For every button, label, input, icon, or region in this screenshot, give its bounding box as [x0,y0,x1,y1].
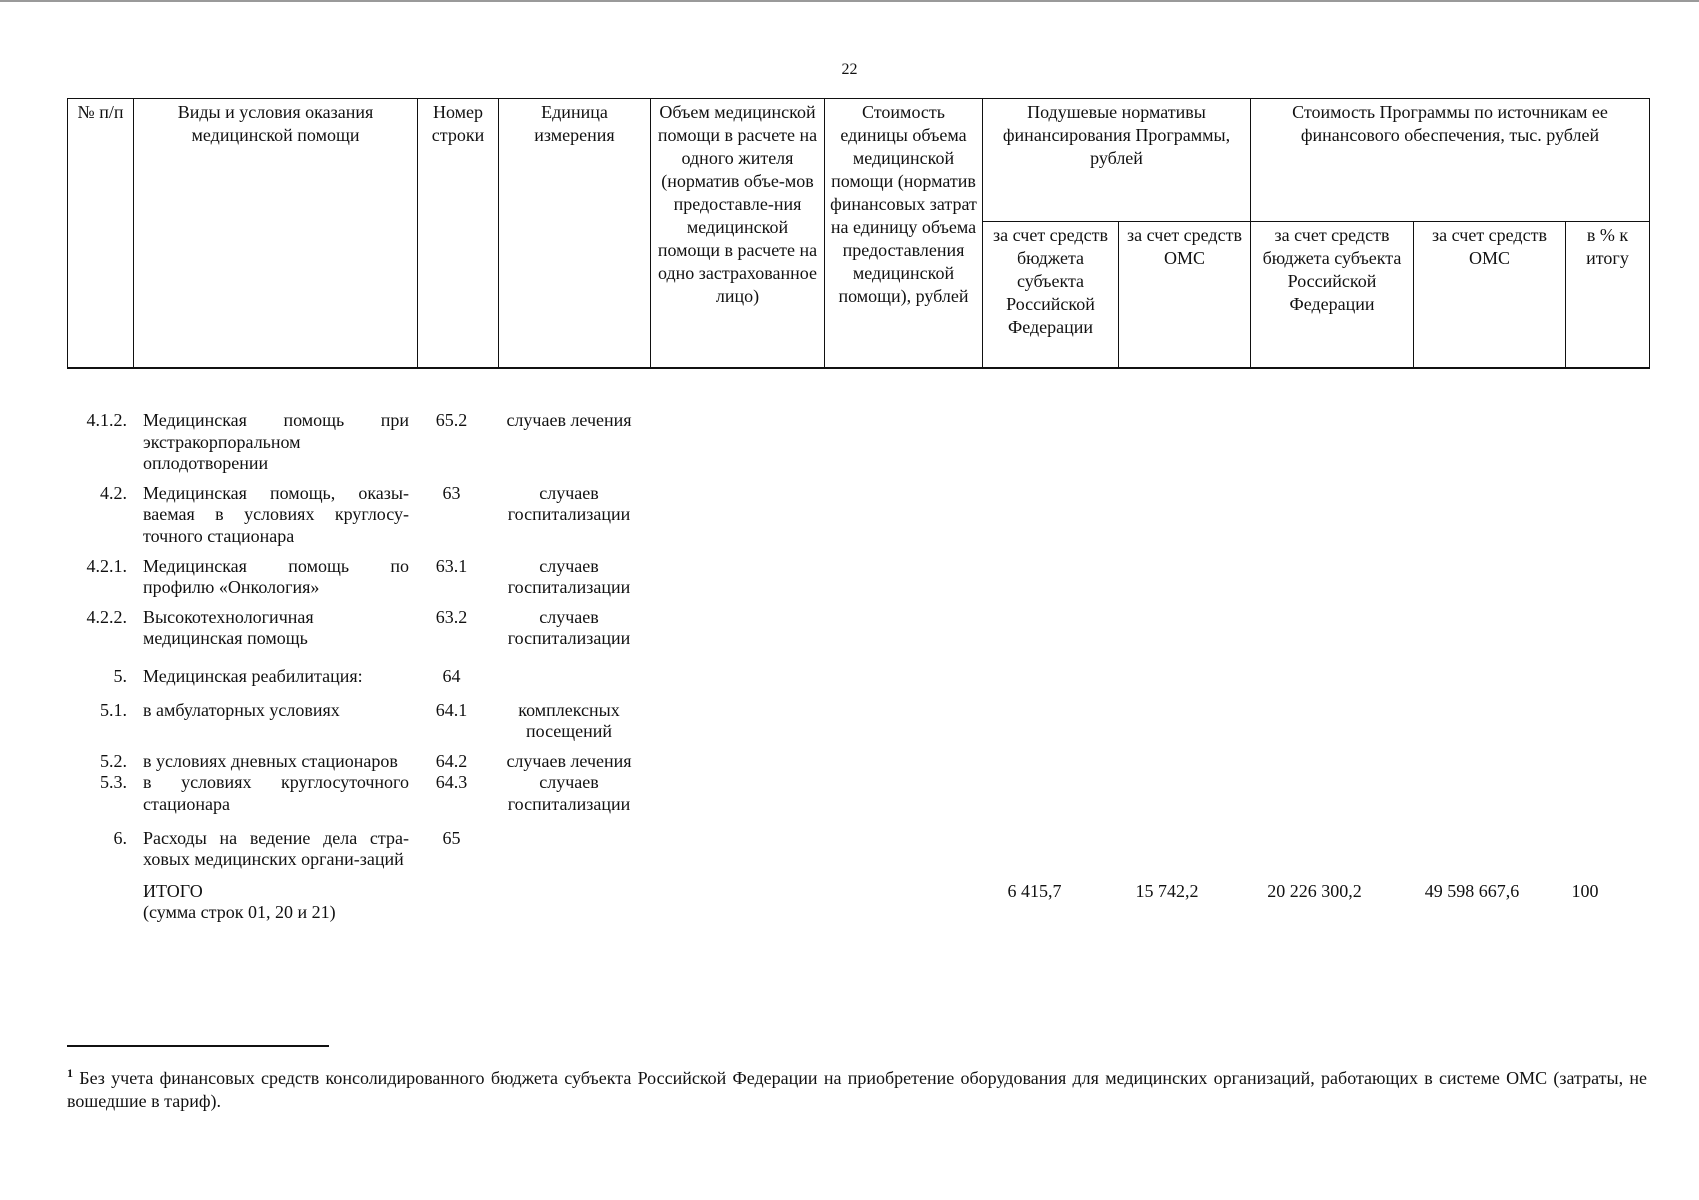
row-name: в условиях круглосуточного стационара [143,772,409,814]
table-body [67,410,1649,923]
table-row [67,751,1649,773]
row-line: 63.2 [435,606,468,627]
header-num: № п/п [68,99,134,369]
header-volume: Объем медицинской помощи в расчете на одного жителя (норматив объе-мов предоставле-ния медицинской помощи в расчете на одно застрахованное лицо) [651,99,825,369]
table-row [67,410,1649,475]
total-values [967,881,1623,903]
row-name: Медицинская помощь по профилю «Онкология» [143,555,409,598]
row-unit: случаев лечения [506,750,632,771]
table-row [67,700,1649,743]
row-name: в условиях дневных стационаров [143,750,398,771]
table-row [67,666,1649,688]
footnote-text: Без учета финансовых средств консолидированного бюджета субъекта Российской Федерации на приобретение оборудования для медицинских организаций, работающих в системе ОМС (затраты, не вошедшие в тариф). [67,1068,1647,1111]
row-unit: случаев госпитализации [507,482,631,525]
total-pc-oms: 15 742,2 [1135,880,1199,901]
row-number: 4.2. [100,482,127,503]
row-name: Расходы на ведение дела стра-ховых медицинских органи-заций [143,827,409,870]
row-number: 5.3. [100,772,127,793]
header-pc-oms: за счет средств ОМС [1119,222,1251,369]
row-unit: комплексных посещений [518,699,620,742]
total-prog-oms: 49 598 667,6 [1424,880,1520,901]
total-prog-pct: 100 [1571,880,1599,901]
total-label: ИТОГО [143,880,203,901]
row-line: 64.1 [435,699,468,720]
row-line: 64.2 [435,750,468,771]
table-row [67,772,1649,815]
row-number: 6. [113,827,127,848]
scan-edge [0,0,1699,2]
row-number: 4.2.2. [86,606,127,627]
table-row [67,556,1649,599]
row-line: 65 [442,827,461,848]
table-header [67,98,1650,369]
row-unit: случаев госпитализации [507,606,631,649]
row-unit: случаев лечения [506,410,632,430]
row-line: 65.2 [435,410,468,430]
total-label-block [133,881,567,924]
header-program-cost-group: Стоимость Программы по источникам ее финансового обеспечения, тыс. рублей [1251,99,1650,222]
row-name: Медицинская реабилитация: [143,665,363,686]
header-prog-budget: за счет средств бюджета субъекта Российской Федерации [1251,222,1414,369]
footnote-divider [67,1045,329,1047]
row-name: Медицинская помощь при экстракорпоральном оплодотворении [143,410,409,474]
row-name: Медицинская помощь, оказы-ваемая в условиях круглосу-точного стационара [143,482,409,546]
table-row [67,607,1649,650]
header-per-capita-group: Подушевые нормативы финансирования Программы, рублей [983,99,1251,222]
total-sublabel: (сумма строк 01, 20 и 21) [143,902,336,923]
row-line: 63.1 [435,555,468,576]
row-number: 5.1. [100,699,127,720]
header-prog-oms: за счет средств ОМС [1414,222,1566,369]
table-row [67,828,1649,871]
row-number: 4.2.1. [86,555,127,576]
row-number: 5.2. [100,750,127,771]
header-cost: Стоимость единицы объема медицинской помощи (норматив финансовых затрат на единицу объема предоставления медицинской помощи), рублей [825,99,983,369]
total-row [67,881,1649,924]
total-pc-budget: 6 415,7 [1007,880,1062,901]
row-name: Высокотехнологичная медицинская помощь [143,606,314,649]
row-line: 63 [442,482,461,503]
row-line: 64.3 [435,772,468,793]
row-unit: случаев госпитализации [507,772,631,814]
header-prog-pct: в % к итогу [1566,222,1650,369]
table-row [67,483,1649,548]
header-unit: Единица измерения [499,99,651,369]
header-kinds: Виды и условия оказания медицинской помощи [134,99,418,369]
total-prog-budget: 20 226 300,2 [1267,880,1362,901]
page-number: 22 [841,61,858,78]
footnote-marker: 1 [67,1066,73,1080]
row-number: 4.1.2. [86,410,127,430]
row-number: 5. [113,665,127,686]
footnote [67,1062,1647,1113]
row-unit: случаев госпитализации [507,555,631,598]
header-line: Номер строки [418,99,499,369]
row-name: в амбулаторных условиях [143,699,340,720]
header-pc-budget: за счет средств бюджета субъекта Российской Федерации [983,222,1119,369]
row-line: 64 [442,665,461,686]
